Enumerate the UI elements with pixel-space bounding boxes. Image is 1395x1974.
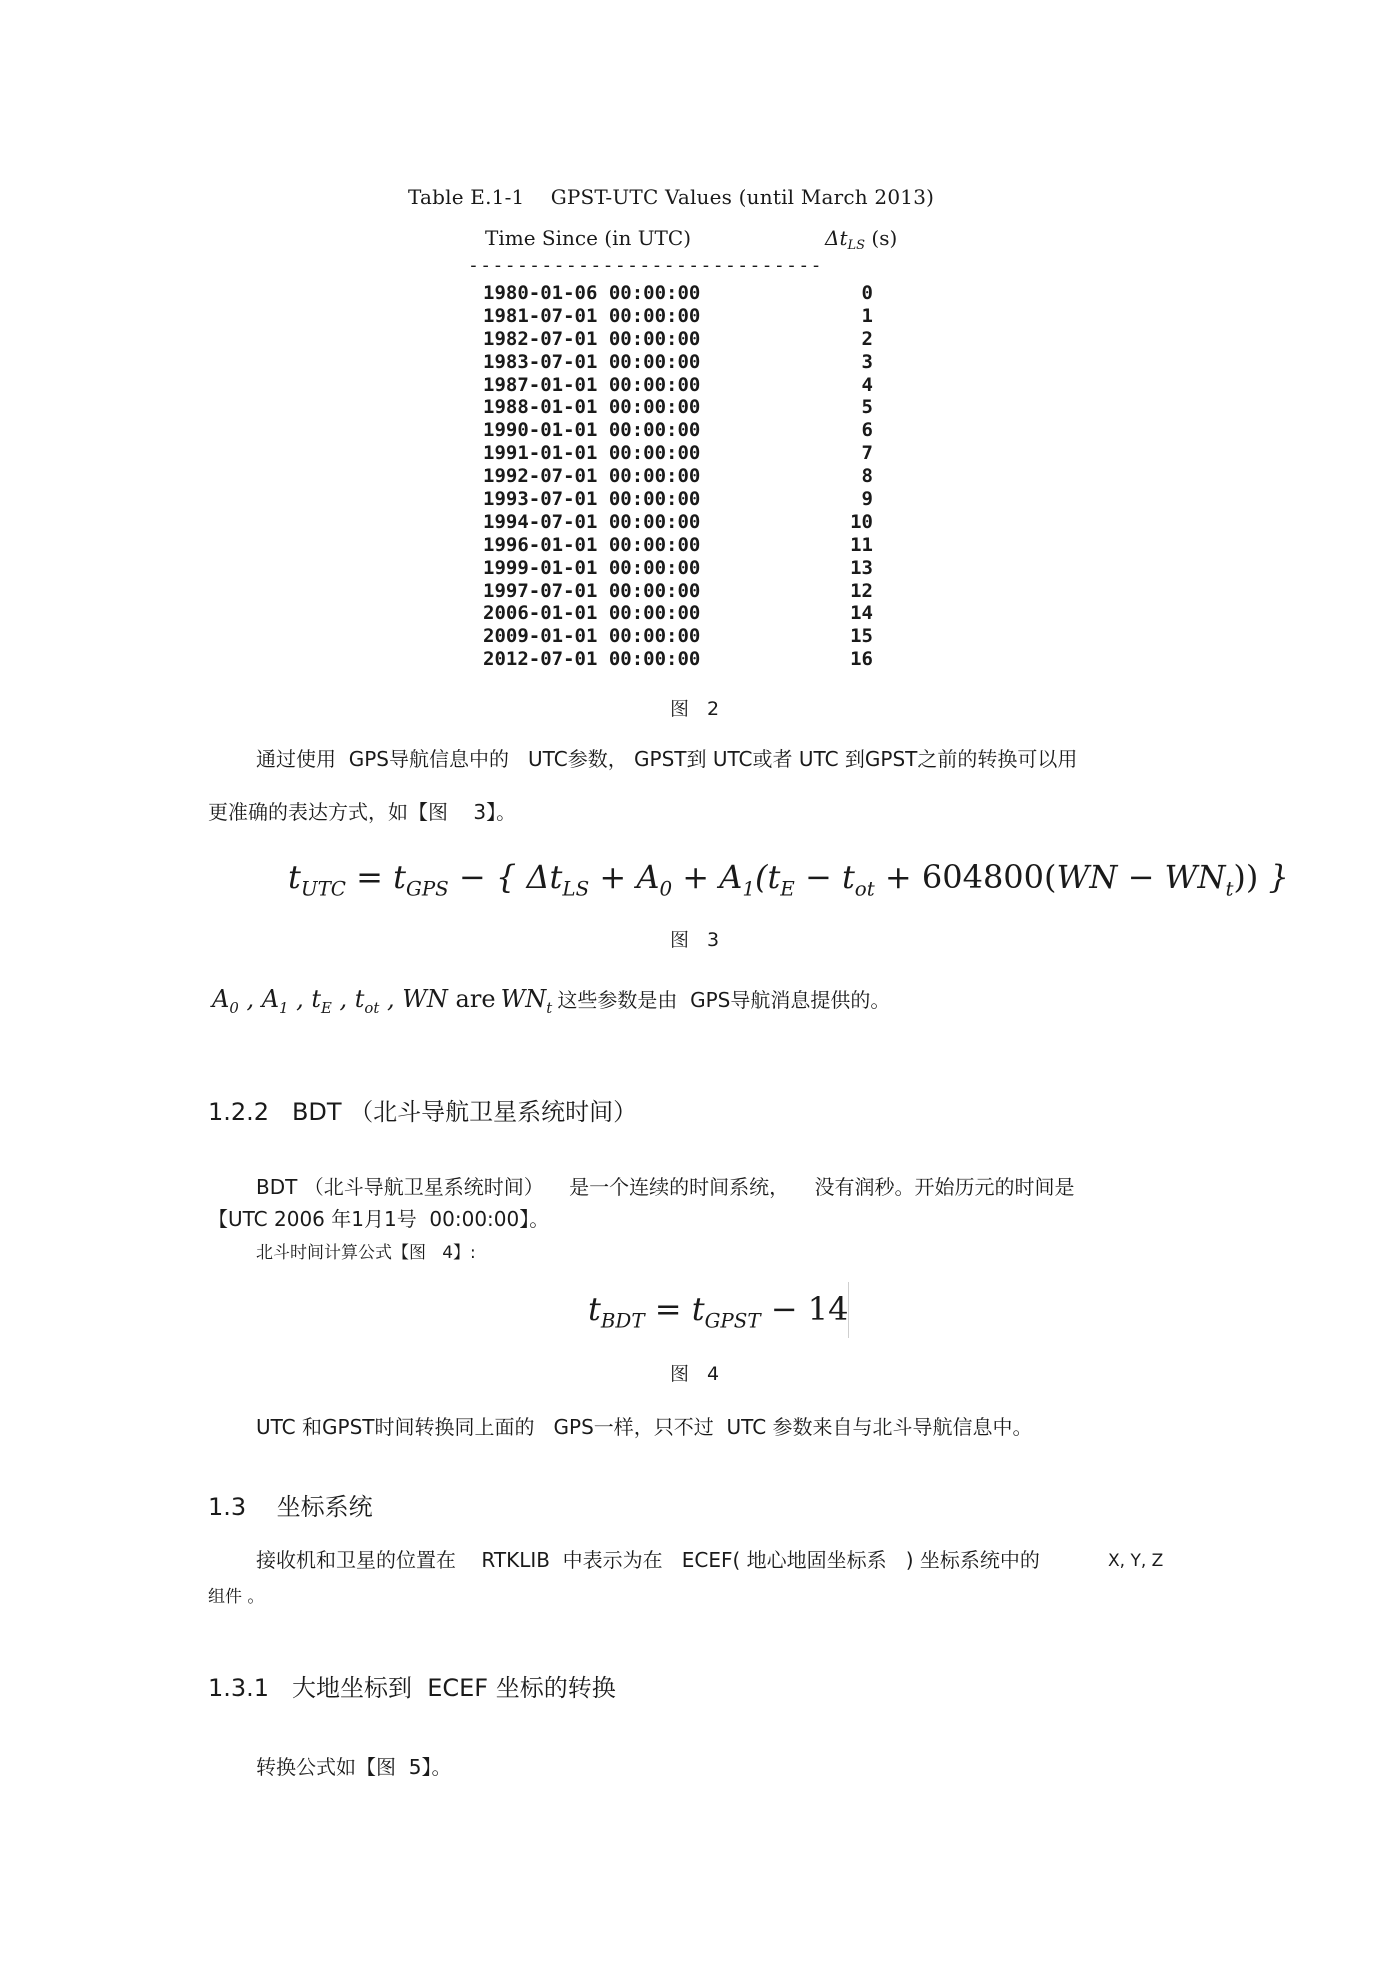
row-value: 12 [850, 579, 873, 602]
table-row [483, 374, 903, 397]
parameters-text: 这些参数是由 GPS导航消息提供的。 [557, 988, 891, 1012]
equation-border [848, 1282, 849, 1338]
header-delta: $\Delta t_{LS}$ (s) [825, 226, 898, 253]
figure-3-label: 图 3 [670, 929, 726, 951]
row-time: 1994-07-01 00:00:00 [483, 510, 701, 533]
row-time: 1988-01-01 00:00:00 [483, 396, 701, 419]
table-row [483, 396, 903, 419]
table-body [483, 282, 903, 671]
table-row [483, 282, 903, 305]
table-row [483, 557, 903, 580]
table-rule: ----------------------------- [468, 255, 823, 276]
table-row [483, 648, 903, 671]
row-value: 14 [850, 602, 873, 625]
paragraph-bdt-line1: BDT （北斗导航卫星系统时间） 是一个连续的时间系统， 没有润秒。开始历元的时间是 [256, 1175, 1075, 1199]
row-value: 8 [861, 465, 873, 488]
row-value: 4 [861, 373, 873, 396]
row-time: 1992-07-01 00:00:00 [483, 465, 701, 488]
row-time: 2012-07-01 00:00:00 [483, 648, 701, 671]
paragraph-utc-gpst: UTC 和GPST时间转换同上面的 GPS一样，只不过 UTC 参数来自与北斗导航信息中。 [256, 1415, 1033, 1439]
header-time: Time Since (in UTC) [485, 226, 692, 250]
row-time: 1990-01-01 00:00:00 [483, 419, 701, 442]
row-value: 9 [861, 488, 873, 511]
row-value: 3 [861, 350, 873, 373]
row-time: 2009-01-01 00:00:00 [483, 625, 701, 648]
row-time: 2006-01-01 00:00:00 [483, 602, 701, 625]
table-row [483, 465, 903, 488]
table-row [483, 488, 903, 511]
row-value: 5 [861, 396, 873, 419]
table-row [483, 580, 903, 603]
row-time: 1982-07-01 00:00:00 [483, 327, 701, 350]
row-value: 16 [850, 648, 873, 671]
row-value: 11 [850, 533, 873, 556]
row-time: 1987-01-01 00:00:00 [483, 373, 701, 396]
row-value: 0 [861, 282, 873, 304]
paragraph-coord-line1: 接收机和卫星的位置在 RTKLIB 中表示为在 ECEF( 地心地固坐标系 ) 坐标系统中的 [256, 1548, 1040, 1572]
row-time: 1983-07-01 00:00:00 [483, 350, 701, 373]
table-row [483, 625, 903, 648]
table-caption: Table E.1-1 GPST-UTC Values (until March 2013) [408, 185, 935, 209]
paragraph-coord-line2: 组件 。 [208, 1587, 265, 1607]
heading-1-3: 1.3 坐标系统 [208, 1493, 373, 1521]
bdt-formula-intro: 北斗时间计算公式【图 4】: [256, 1243, 476, 1263]
figure-4-label: 图 4 [670, 1363, 726, 1385]
heading-1-3-1: 1.3.1 大地坐标到 ECEF 坐标的转换 [208, 1674, 616, 1702]
figure-2-label: 图 2 [670, 698, 726, 720]
row-time: 1999-01-01 00:00:00 [483, 556, 701, 579]
row-time: 1996-01-01 00:00:00 [483, 533, 701, 556]
row-value: 10 [850, 510, 873, 533]
table-header [485, 226, 925, 256]
table-row [483, 442, 903, 465]
row-value: 6 [861, 419, 873, 442]
table-row [483, 602, 903, 625]
parameters-line [212, 985, 890, 1017]
table-row [483, 419, 903, 442]
utc-gps-equation: $t_{UTC} = t_{GPS}$ − { $\Delta t_{LS} + A_0 + A_1(t_E - t_{ot} + 604800(WN - WN_t))$ } [288, 858, 1289, 901]
row-value: 13 [850, 556, 873, 579]
paragraph-gps-utc-line1: 通过使用 GPS导航信息中的 UTC参数， GPST到 UTC或者 UTC 到GPST之前的转换可以用 [256, 747, 1078, 771]
row-value: 7 [861, 442, 873, 465]
table-row [483, 534, 903, 557]
parameters-symbols: $A_0$ , $A_1$ , $t_E$ , $t_{ot}$ , WN [212, 985, 456, 1017]
row-time: 1997-07-01 00:00:00 [483, 579, 701, 602]
heading-1-2-2: 1.2.2 BDT （北斗导航卫星系统时间） [208, 1098, 638, 1126]
paragraph-gps-utc-line2: 更准确的表达方式，如【图 3】。 [208, 800, 517, 824]
row-time: 1991-01-01 00:00:00 [483, 442, 701, 465]
row-value: 1 [861, 304, 873, 327]
bdt-equation: $t_{BDT} = t_{GPST} - 14$ [588, 1290, 849, 1333]
parameters-are: are [455, 985, 496, 1013]
row-time: 1981-07-01 00:00:00 [483, 304, 701, 327]
paragraph-conversion: 转换公式如【图 5】。 [256, 1755, 452, 1779]
table-row [483, 305, 903, 328]
parameter-wnt: $WN_t$ [500, 985, 553, 1017]
row-value: 2 [861, 327, 873, 350]
coord-xyz: X, Y, Z [1108, 1551, 1164, 1571]
table-row [483, 511, 903, 534]
paragraph-bdt-line2: 【UTC 2006 年1月1号 00:00:00】。 [208, 1207, 550, 1231]
row-time: 1993-07-01 00:00:00 [483, 488, 701, 511]
row-value: 15 [850, 625, 873, 648]
row-time: 1980-01-06 00:00:00 [483, 282, 701, 304]
table-row [483, 328, 903, 351]
table-row [483, 351, 903, 374]
